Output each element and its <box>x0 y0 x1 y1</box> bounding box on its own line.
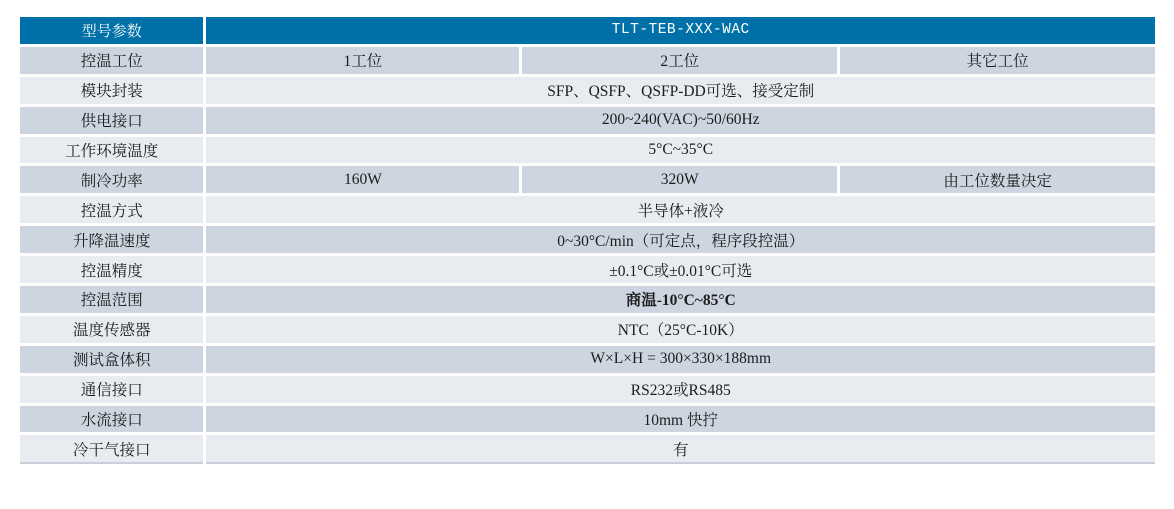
cell-temp-control-method: 半导体+液冷 <box>206 196 1155 223</box>
row-label-temp-accuracy: 控温精度 <box>20 256 203 283</box>
cell-test-box-size: W×L×H = 300×330×188mm <box>206 346 1155 373</box>
row-temp-accuracy <box>20 256 1155 283</box>
cell-cooling-power-2: 320W <box>522 166 837 193</box>
cell-temp-accuracy: ±0.1°C或±0.01°C可选 <box>206 256 1155 283</box>
row-dry-air-interface <box>20 435 1155 464</box>
header-model-number: TLT-TEB-XXX-WAC <box>206 17 1155 44</box>
row-label-water-interface: 水流接口 <box>20 406 203 433</box>
cell-station-other: 其它工位 <box>840 47 1155 74</box>
row-temp-control-method <box>20 196 1155 223</box>
cell-temp-sensor: NTC（25°C-10K） <box>206 316 1155 343</box>
header-param-label: 型号参数 <box>20 17 203 44</box>
row-label-temp-sensor: 温度传感器 <box>20 316 203 343</box>
table-header-row <box>20 17 1155 44</box>
row-label-module-package: 模块封装 <box>20 77 203 104</box>
cell-module-package: SFP、QSFP、QSFP-DD可选、接受定制 <box>206 77 1155 104</box>
product-spec-table <box>17 14 1158 467</box>
row-label-temp-range: 控温范围 <box>20 286 203 313</box>
row-comm-interface <box>20 376 1155 403</box>
row-label-power-input: 供电接口 <box>20 107 203 134</box>
cell-dry-air-interface: 有 <box>206 435 1155 464</box>
row-module-package <box>20 77 1155 104</box>
row-label-cooling-power: 制冷功率 <box>20 166 203 193</box>
cell-power-input: 200~240(VAC)~50/60Hz <box>206 107 1155 134</box>
row-test-box-size <box>20 346 1155 373</box>
row-label-test-box-size: 测试盒体积 <box>20 346 203 373</box>
cell-station-1: 1工位 <box>206 47 519 74</box>
cell-cooling-power-other: 由工位数量决定 <box>840 166 1155 193</box>
row-label-ramp-rate: 升降温速度 <box>20 226 203 253</box>
row-temp-sensor <box>20 316 1155 343</box>
cell-temp-range: 商温-10°C~85°C <box>206 286 1155 313</box>
row-label-ambient-temp: 工作环境温度 <box>20 137 203 164</box>
row-label-temp-control-stations: 控温工位 <box>20 47 203 74</box>
row-water-interface <box>20 406 1155 433</box>
cell-comm-interface: RS232或RS485 <box>206 376 1155 403</box>
cell-ramp-rate: 0~30°C/min（可定点，程序段控温） <box>206 226 1155 253</box>
row-temp-control-stations <box>20 47 1155 74</box>
row-label-comm-interface: 通信接口 <box>20 376 203 403</box>
row-ramp-rate <box>20 226 1155 253</box>
cell-ambient-temp: 5°C~35°C <box>206 137 1155 164</box>
row-label-temp-control-method: 控温方式 <box>20 196 203 223</box>
row-ambient-temp <box>20 137 1155 164</box>
cell-water-interface: 10mm 快拧 <box>206 406 1155 433</box>
row-temp-range <box>20 286 1155 313</box>
row-power-input <box>20 107 1155 134</box>
cell-cooling-power-1: 160W <box>206 166 519 193</box>
row-cooling-power <box>20 166 1155 193</box>
row-label-dry-air-interface: 冷干气接口 <box>20 435 203 464</box>
cell-station-2: 2工位 <box>522 47 837 74</box>
